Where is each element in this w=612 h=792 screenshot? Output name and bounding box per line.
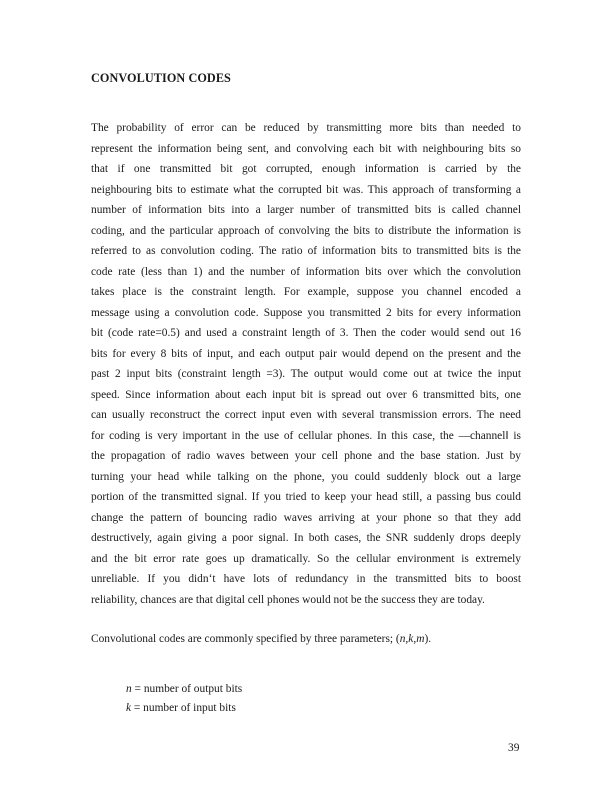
page-number: 39 [508,742,520,754]
body-line: destructively, again giving a poor signal. In both cases, the SNR suddenly drops deeply [91,532,521,544]
body-line: represent the information being sent, and convolving each bit with neighbouring bits so [91,142,521,155]
body-line: code rate (less than 1) and the number of information bits over which the convolution [91,265,521,278]
body-line: unreliable. If you didn‘t have lots of redundancy in the transmitted bits to boost [91,573,521,585]
body-line: bit (code rate=0.5) and used a constraint length of 3. Then the coder would send out 16 [91,327,521,339]
body-line: number of information bits into a larger number of transmitted bits is called channel [91,204,521,216]
body-line: can usually reconstruct the correct input even with several transmission errors. The need [91,409,521,421]
body-line: past 2 input bits (constraint length =3). The output would come out at twice the input [91,368,521,380]
param-m: m [416,633,425,645]
body-line: portion of the transmitted signal. If you tried to keep your head still, a passing bus could [91,491,521,503]
body-paragraph [91,118,521,610]
body-line: bits for every 8 bits of input, and each output pair would depend on the present and the [91,347,521,360]
body-line: neighbouring bits to estimate what the corrupted bit was. This approach of transforming a [91,183,521,196]
body-line: that if one transmitted bit got corrupted, enough information is carried by the [91,163,521,175]
body-line: coding, and the particular approach of convolving the bits to distribute the information is [91,224,521,237]
parameter-definitions [126,680,242,718]
definition-symbol: n [126,683,132,695]
body-line: turning your head while talking on the phone, you could suddenly block out a large [91,470,521,483]
body-line: for coding is very important in the use of cellular phones. In this case, the ―channel‖ is [91,429,521,442]
body-line: reliability, chances are that digital cell phones would not be the success they are today. [91,593,485,606]
body-line: and the bit error rate goes up dramatically. So the cellular environment is extremely [91,552,521,565]
definition-item [126,680,242,699]
body-line: the propagation of radio waves between your cell phone and the base station. Just by [91,450,521,462]
definition-text: = number of output bits [131,683,243,695]
param-n: n [399,633,406,645]
body-line: referred to as convolution coding. The ratio of information bits to transmitted bits is the [91,245,521,257]
definition-text: = number of input bits [131,702,236,714]
body-line: speed. Since information about each input bit is spread out over 6 transmitted bits, one [91,388,521,401]
body-line: message using a convolution code. Suppose you transmitted 2 bits for every information [91,306,521,319]
section-heading: CONVOLUTION CODES [91,71,231,85]
definition-symbol: k [126,702,132,714]
body-line: takes place is the constraint length. For example, suppose you channel encoded a [91,286,521,298]
body-line: The probability of error can be reduced by transmitting more bits than needed to [91,122,521,134]
parameters-intro-prefix: Convolutional codes are commonly specified by three parameters; ( [91,633,400,645]
parameters-intro [91,633,431,645]
body-line: change the pattern of bouncing radio waves arriving at your phone so that they add [91,511,521,524]
definition-item [126,699,242,718]
param-k: k [408,633,414,645]
param-sep: , [405,633,409,645]
param-sep: , [413,633,417,645]
parameters-intro-suffix: ). [424,633,432,645]
